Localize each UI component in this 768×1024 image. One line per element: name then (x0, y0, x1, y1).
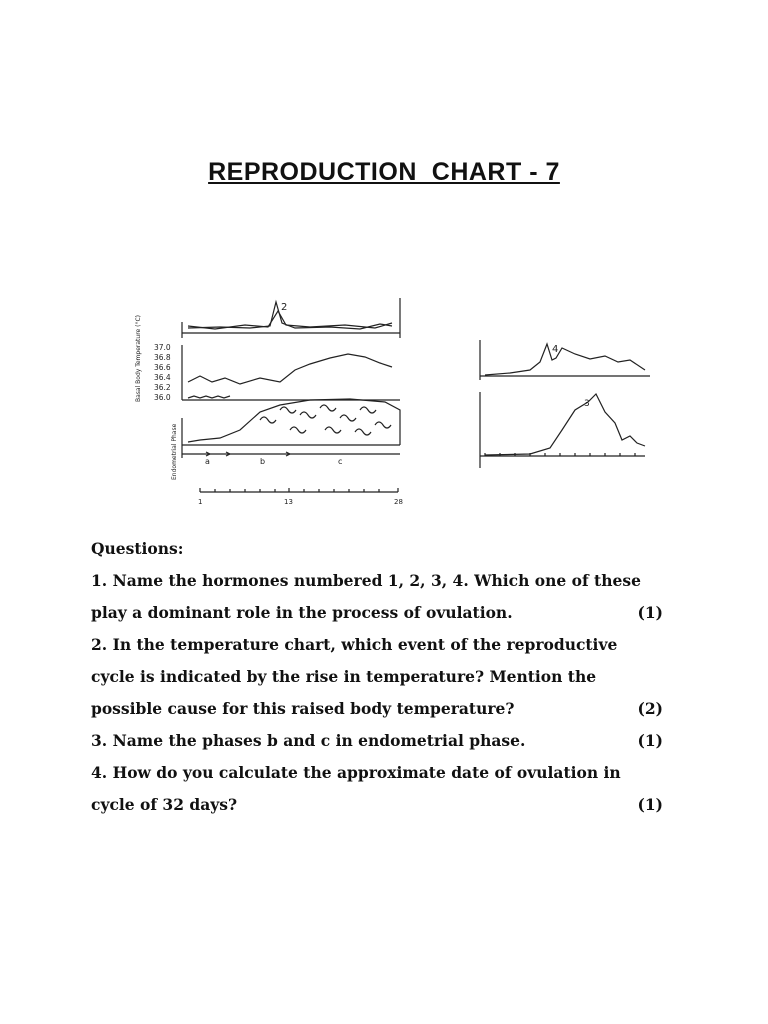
right-top-curve (485, 344, 645, 375)
left-hormone-graph (182, 298, 400, 338)
page-title: REPRODUCTION CHART - 7 (208, 158, 560, 186)
day-axis (200, 488, 398, 492)
endometrium-cells (260, 405, 391, 435)
question-text: 4. How do you calculate the approximate date of ovulation in (91, 763, 621, 782)
menstrual-cycle-figure (100, 290, 660, 520)
question-line (91, 565, 681, 597)
question-text: cycle of 32 days? (91, 795, 238, 814)
question-text: play a dominant role in the process of ovulation. (91, 603, 513, 622)
question-line (91, 757, 681, 789)
right-bottom-graph (480, 392, 645, 468)
question-text: 1. Name the hormones numbered 1, 2, 3, 4. Which one of these (91, 571, 641, 590)
question-text: cycle is indicated by the rise in temperature? Mention the (91, 667, 597, 686)
hormone-marker-3: 3 (584, 399, 590, 409)
question-line (91, 693, 681, 725)
temperature-tick: 37.0 (154, 343, 171, 352)
left-endometrial-graph (182, 399, 400, 458)
left-temperature-graph (182, 345, 400, 400)
temperature-curve (188, 354, 392, 384)
temperature-baseline-marks (188, 396, 230, 398)
temperature-tick: 36.4 (154, 373, 171, 382)
day-tick: 1 (198, 498, 203, 506)
question-mark: (1) (637, 603, 663, 622)
question-text: possible cause for this raised body temperature? (91, 699, 515, 718)
question-mark: (1) (637, 795, 663, 814)
temperature-tick: 36.8 (154, 353, 171, 362)
phase-label-b: b (260, 457, 266, 466)
temperature-tick: 36.0 (154, 393, 171, 402)
question-text: 2. In the temperature chart, which event of the reproductive (91, 635, 618, 654)
question-line (91, 597, 681, 629)
question-mark: (1) (637, 731, 663, 750)
questions-section (91, 533, 681, 821)
temperature-tick: 36.6 (154, 363, 171, 372)
hormone-marker-4: 4 (552, 344, 559, 355)
question-mark: (2) (637, 699, 663, 718)
temperature-tick: 36.2 (154, 383, 171, 392)
phase-label-c: c (338, 457, 343, 466)
question-line (91, 789, 681, 821)
question-line (91, 725, 681, 757)
question-text: 3. Name the phases b and c in endometrial phase. (91, 731, 526, 750)
endometrium-outline (188, 399, 400, 445)
questions-heading: Questions: (91, 539, 184, 558)
question-line (91, 629, 681, 661)
hormone-marker-2: 2 (281, 302, 288, 313)
right-bottom-curve (485, 394, 645, 455)
day-tick: 13 (284, 498, 293, 506)
day-tick: 28 (394, 498, 403, 506)
question-line (91, 661, 681, 693)
temperature-axis-label: Basal Body Temperature (°C) (135, 314, 142, 402)
right-top-graph (480, 340, 650, 380)
endometrial-axis-label: Endometrial Phase (171, 423, 178, 480)
phase-label-a: a (205, 457, 210, 466)
